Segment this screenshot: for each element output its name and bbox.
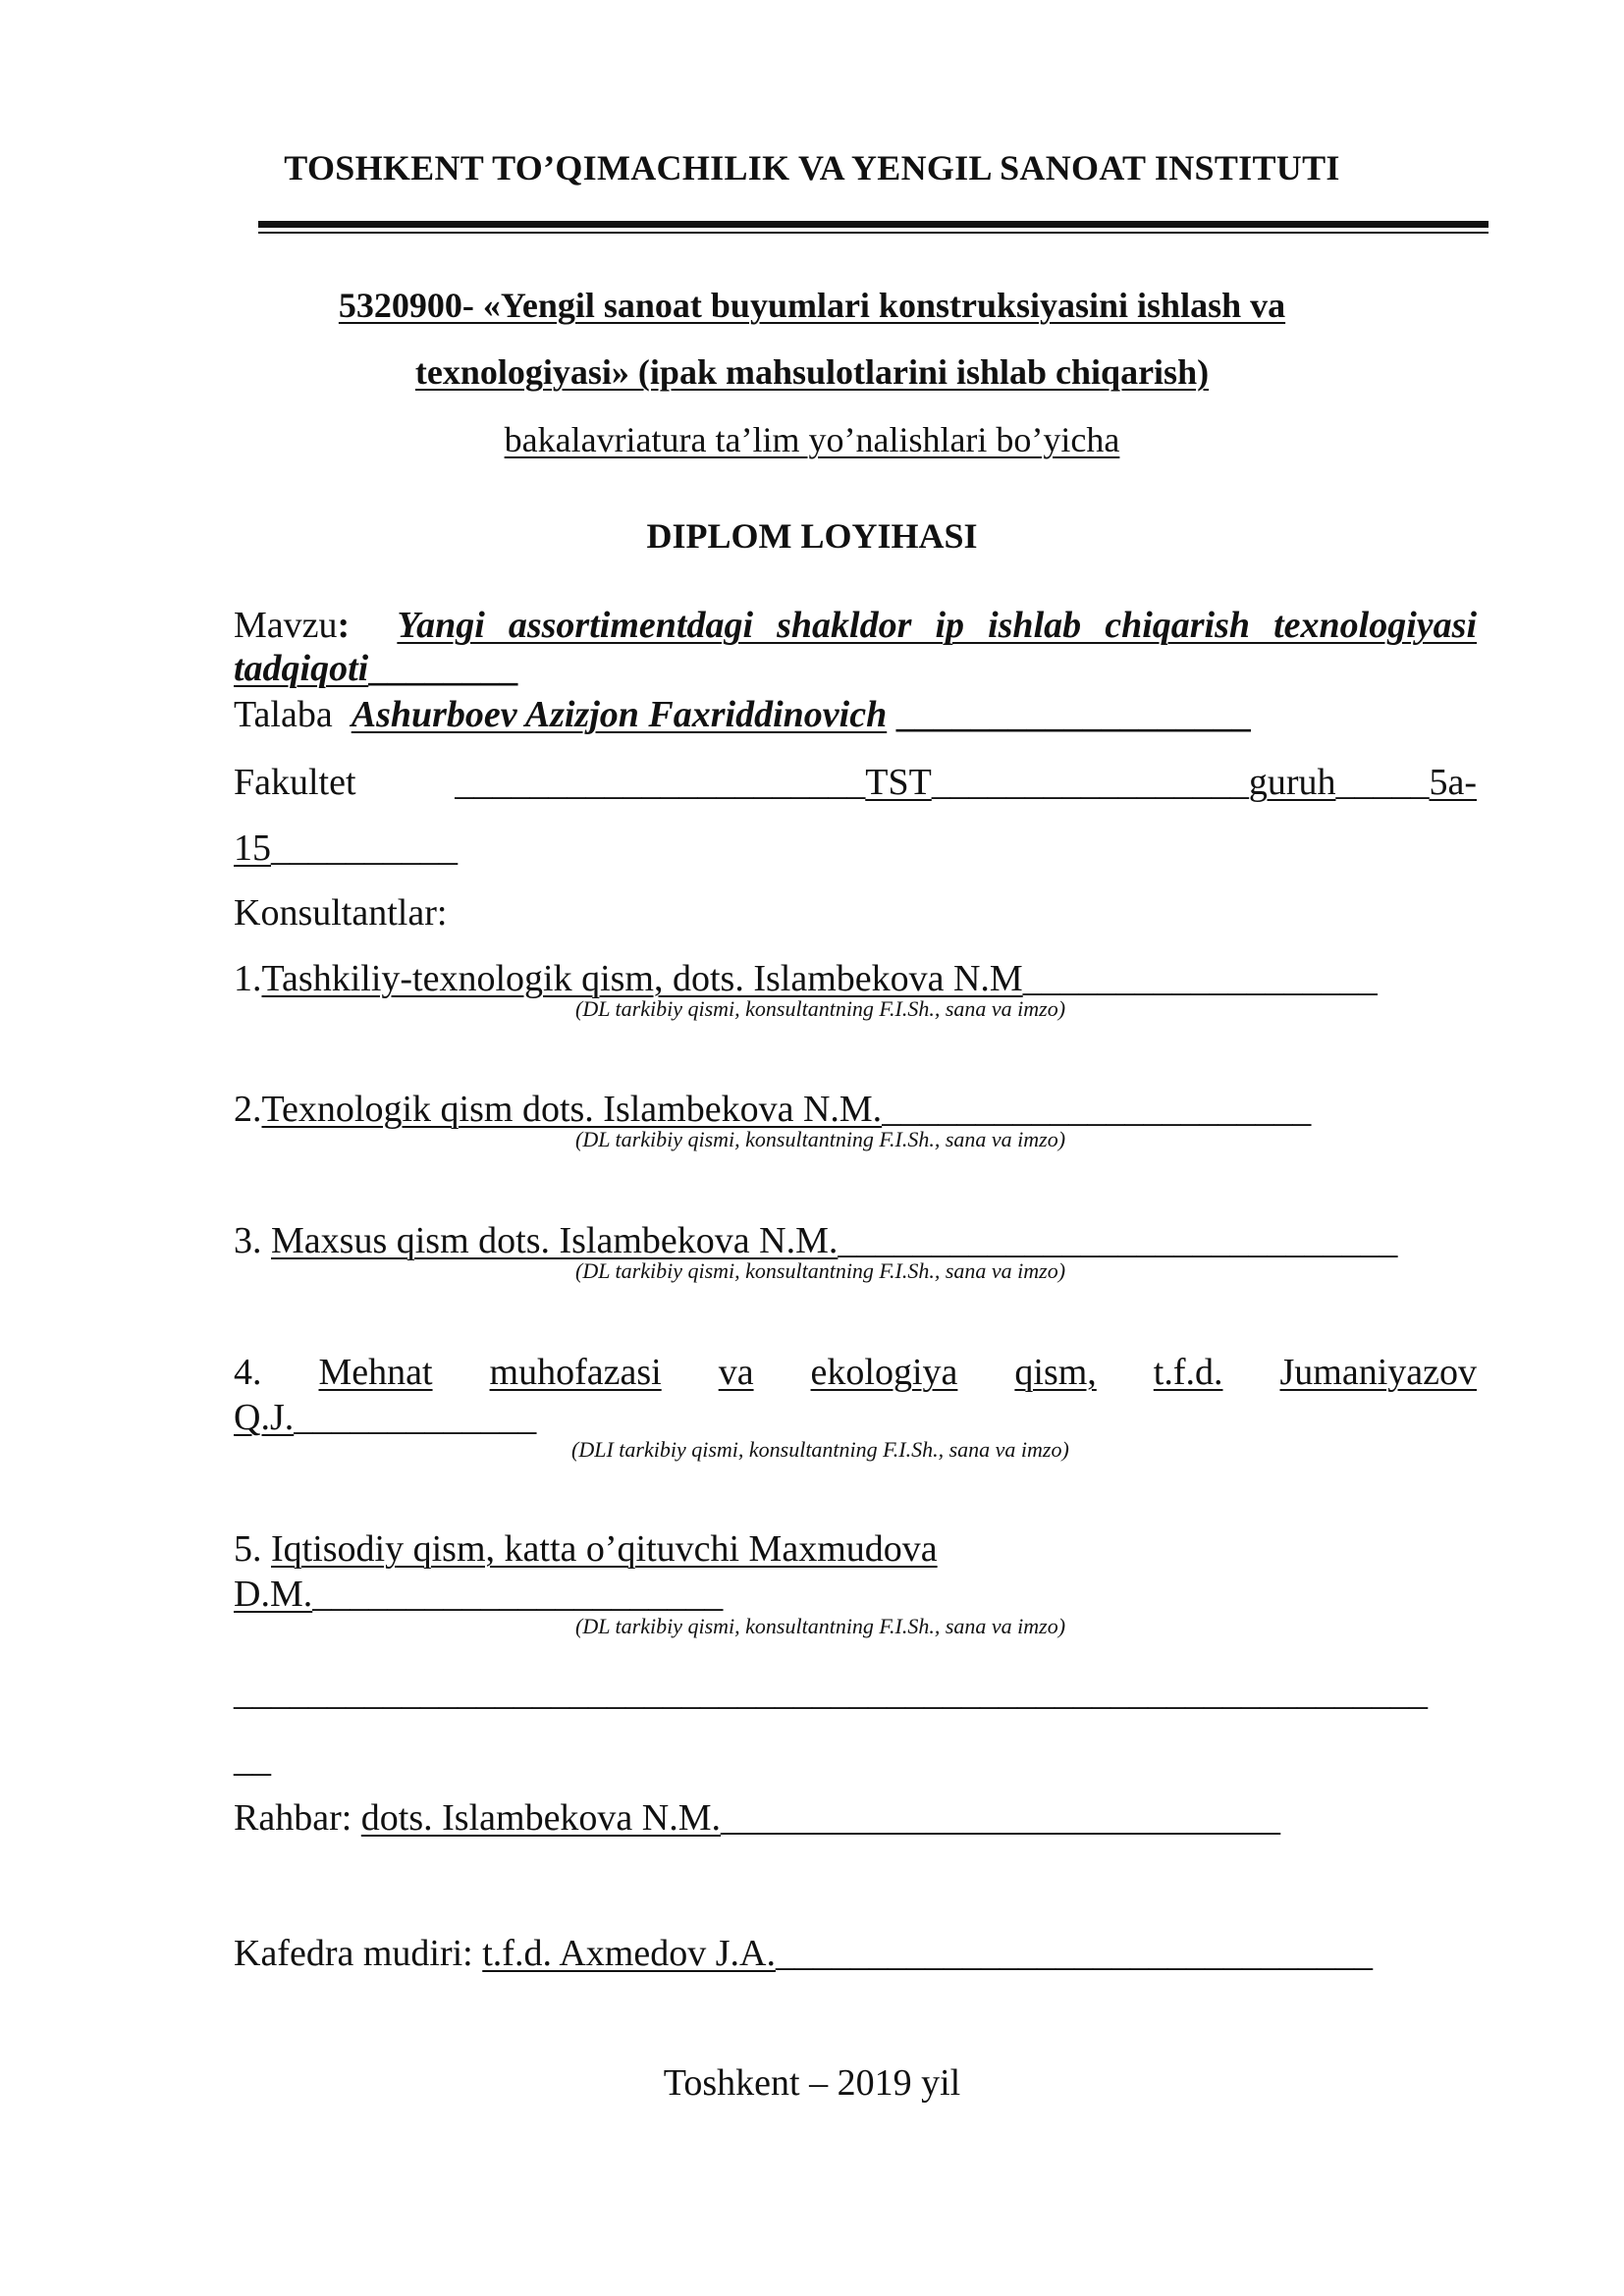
consultant-2-fill: _______________________ — [882, 1089, 1312, 1130]
consultant-1-caption: (DL tarkibiy qismi, konsultantning F.I.Sh., sana va imzo) — [575, 996, 1066, 1021]
consultant-4-fill: _____________ — [294, 1397, 537, 1438]
topic-colon: : — [337, 605, 351, 646]
head-of-department-label: Kafedra mudiri: — [234, 1933, 483, 1974]
consultant-1-text: Tashkiliy-texnologik qism, dots. Islambekova N.M — [261, 958, 1023, 999]
head-of-department-name: t.f.d. Axmedov J.A. — [482, 1933, 776, 1974]
specialty-line-2: texnologiyasi» (ipak mahsulotlarini ishlab chiqarish) — [414, 352, 1210, 392]
consultant-5-text: Iqtisodiy qism, katta o’qituvchi Maxmudova — [271, 1528, 938, 1570]
specialty-line-1: 5320900- «Yengil sanoat buyumlari konstruksiyasini ishlash va — [338, 286, 1286, 325]
blank-line: ________________________________________________________________ — [234, 1672, 1428, 1713]
student-field — [234, 693, 1251, 736]
city-year: Toshkent – 2019 yil — [663, 2062, 961, 2104]
faculty-label: Fakultet — [234, 762, 356, 803]
header-rule-thin — [258, 232, 1489, 234]
consultant-1-number: 1. — [234, 958, 262, 999]
consultant-4-number: 4. — [234, 1352, 262, 1393]
supervisor-field — [234, 1796, 1280, 1840]
header-rule-thick — [258, 221, 1489, 228]
topic-label: Mavzu — [234, 605, 338, 646]
consultant-4-word: t.f.d. — [1153, 1352, 1223, 1393]
faculty-value: TST — [865, 762, 932, 803]
supervisor-fill: ______________________________ — [721, 1797, 1281, 1839]
consultant-5-number: 5. — [234, 1528, 271, 1570]
consultant-4-continued — [234, 1396, 536, 1439]
institute-name: TOSHKENT TO’QIMACHILIK VA YENGIL SANOAT INSTITUTI — [284, 148, 1340, 187]
consultant-5-line-2: D.M. — [234, 1574, 313, 1615]
consultant-4-word: qism, — [1014, 1352, 1097, 1393]
consultant-5-continued — [234, 1573, 723, 1616]
topic-fill: ________ — [368, 648, 518, 689]
topic-field — [234, 604, 1477, 690]
consultant-4-word: Jumaniyazov — [1279, 1352, 1477, 1393]
consultant-4-word: muhofazasi — [489, 1352, 662, 1393]
faculty-fill-1: ______________________ — [455, 762, 866, 803]
student-fill: ___________________ — [895, 694, 1251, 735]
consultant-3-text: Maxsus qism dots. Islambekova N.M. — [271, 1220, 839, 1261]
consultant-4 — [234, 1351, 1477, 1394]
group-label: guruh — [1248, 762, 1336, 803]
consultant-5 — [234, 1527, 938, 1571]
consultant-4-word: Mehnat — [318, 1352, 433, 1393]
faculty-field — [234, 761, 1477, 804]
consultant-3-fill: ______________________________ — [838, 1220, 1398, 1261]
supervisor-name: dots. Islambekova N.M. — [360, 1797, 722, 1839]
consultant-5-fill: ______________________ — [312, 1574, 724, 1615]
specialty-line-3: bakalavriatura ta’lim yo’nalishlari bo’yicha — [504, 420, 1120, 459]
consultant-3 — [234, 1219, 1397, 1262]
consultant-1-fill: ___________________ — [1022, 958, 1378, 999]
faculty-fill-2: _________________ — [931, 762, 1249, 803]
consultants-label: Konsultantlar: — [234, 892, 448, 934]
consultant-3-caption: (DL tarkibiy qismi, konsultantning F.I.Sh., sana va imzo) — [575, 1258, 1066, 1283]
head-of-department-fill: ________________________________ — [775, 1933, 1373, 1974]
consultant-2-caption: (DL tarkibiy qismi, konsultantning F.I.Sh., sana va imzo) — [575, 1127, 1066, 1151]
consultant-4-word: va — [718, 1352, 754, 1393]
supervisor-label: Rahbar: — [234, 1797, 361, 1839]
head-of-department-field — [234, 1932, 1373, 1975]
consultant-2-text: Texnologik qism dots. Islambekova N.M. — [261, 1089, 883, 1130]
consultant-4-line-2: Q.J. — [234, 1397, 295, 1438]
faculty-fill-4: __________ — [271, 828, 458, 869]
topic-value: Yangi assortimentdagi shakldor ip ishlab chiqarish texnologiyasi tadqiqoti — [234, 605, 1478, 689]
student-label: Talaba — [234, 694, 333, 735]
consultant-2-number: 2. — [234, 1089, 262, 1130]
group-value-part-2: 15 — [234, 828, 271, 869]
consultant-1 — [234, 957, 1378, 1000]
blank-line-short: __ — [234, 1738, 271, 1780]
student-name: Ashurboev Azizjon Faxriddinovich — [351, 694, 888, 735]
consultant-4-caption: (DLI tarkibiy qismi, konsultantning F.I.Sh., sana va imzo) — [571, 1437, 1069, 1462]
faculty-field-continued — [234, 827, 458, 870]
group-value-part-1: 5a- — [1429, 762, 1477, 803]
consultant-2 — [234, 1088, 1311, 1131]
consultant-3-number: 3. — [234, 1220, 271, 1261]
consultant-5-caption: (DL tarkibiy qismi, konsultantning F.I.Sh., sana va imzo) — [575, 1614, 1066, 1638]
consultant-4-word: ekologiya — [810, 1352, 958, 1393]
faculty-fill-3: _____ — [1335, 762, 1430, 803]
document-title: DIPLOM LOYIHASI — [646, 516, 978, 556]
